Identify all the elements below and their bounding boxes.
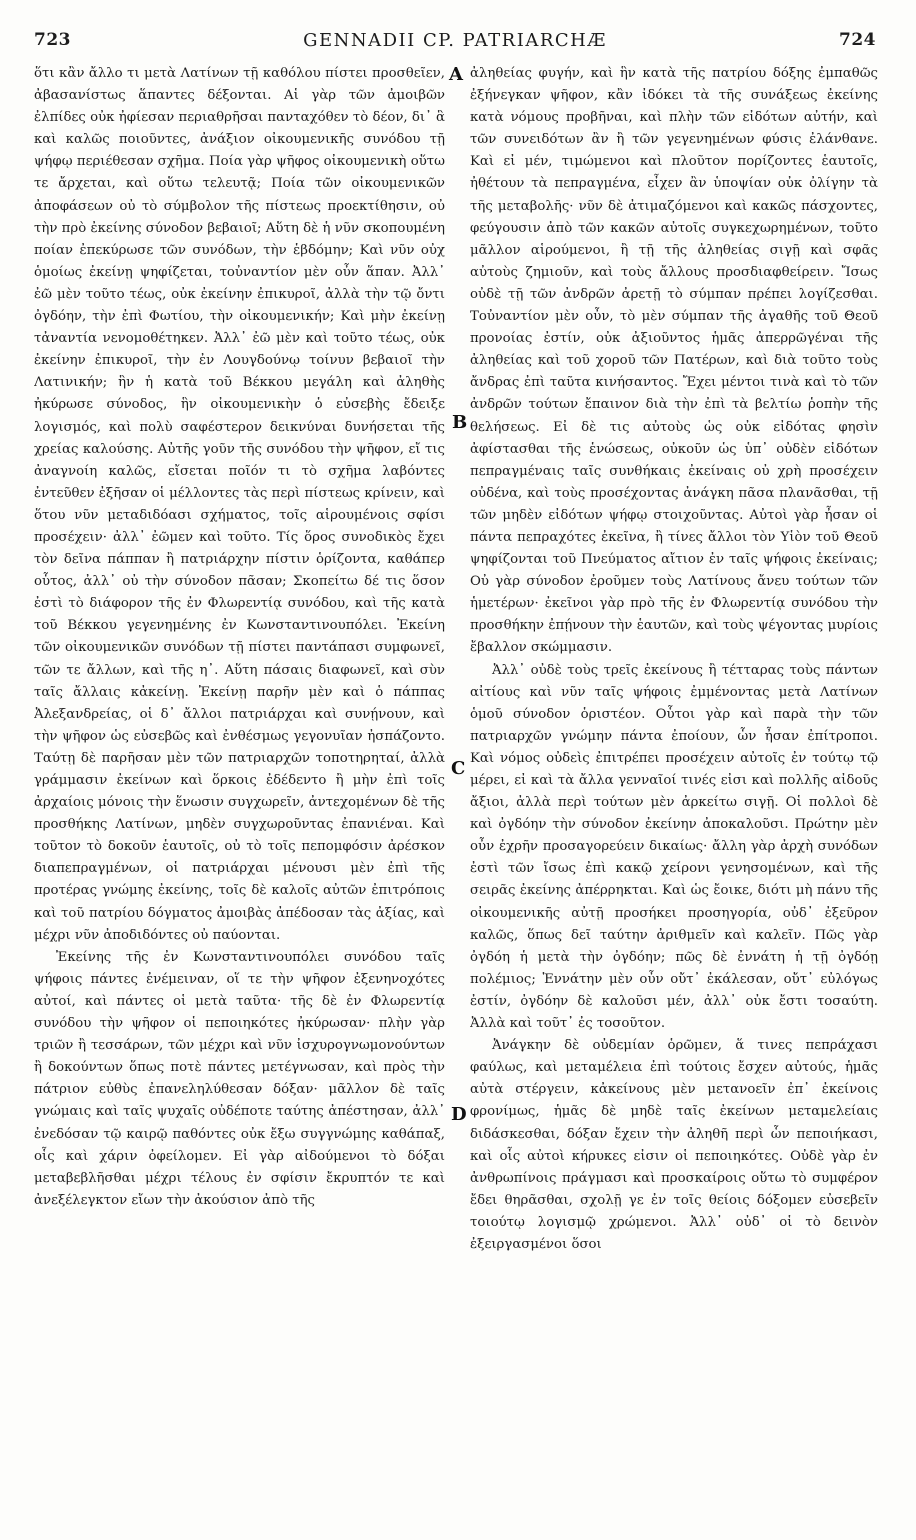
margin-marker-c: C — [451, 758, 466, 779]
margin-marker-d: D — [451, 1104, 467, 1125]
page-number-right: 724 — [839, 30, 876, 50]
page-number-left: 723 — [34, 30, 71, 50]
running-title: GENNADII CP. PATRIARCHÆ — [303, 30, 607, 51]
paragraph: Ἀλλ᾽ οὐδὲ τοὺς τρεῖς ἐκείνους ἢ τέτταρας τοὺς πάντων αἰτίους καὶ νῦν ταῖς ψήφοις ἐμμένοντας μετὰ Λατίνων ὁμοῦ σύνοδον ὁριστέον. Οὗτοι γὰρ καὶ παρὰ τὴν τῶν πατριαρχῶν γνώμην πάντα ἐποίουν, ὧν ἦσαν ἐπίτροποι. Καὶ νόμος οὐδεὶς ἐπιτρέπει προσέχειν αὐτοῖς ἐν τούτῳ τῷ μέρει, εἰ καὶ τὰ ἄλλα γενναῖοί τινές εἰσι καὶ πολλῆς αἰδοῦς ἄξιοι, ἀλλὰ περὶ τούτων μὲν ἀρκείτω σιγῇ. Οἱ πολλοὶ δὲ καὶ ὀγδόην τὴν σύνοδον ἐκείνην ἀποκαλοῦσι. Πρώτην μὲν οὖν ἐχρῆν προσαγορεύειν δικαίως· ἄλλη γὰρ ἀρχὴ συνόδων ἐστὶ τῶν ἴσως ἐπὶ κακῷ χείρονι γενησομένων, καὶ τῆς σειρᾶς ἐκείνης ἀπέρρηκται. Καὶ ὡς ἔοικε, διότι μὴ πάνυ τῆς οἰκουμενικῆς αὐτῇ προσήκει προσηγορία, οὐδ᾽ ἐξεῦρον καλῶς, ὅπως δεῖ ταύτην ἀριθμεῖν καὶ καλεῖν. Πῶς γὰρ ὀγδόη ἡ μετὰ τὴν ὀγδόην; πῶς δὲ ἐννάτη ἡ τῇ ὀγδόῃ πολέμιος; Ἐννάτην μὲν οὖν οὔτ᾽ ἐκάλεσαν, οὔτ᾽ εὐλόγως ἐστίν, ὀγδόην δὲ καλοῦσι μέν, ἀλλ᾽ οὐκ ἔστι τοσαύτη. Ἀλλὰ καὶ τοῦτ᾽ ἐς τοσοῦτον. — [470, 662, 878, 1032]
paragraph: ὅτι κἂν ἄλλο τι μετὰ Λατίνων τῇ καθόλου πίστει προσθεῖεν, ἀβασανίστως ἅπαντες δέξονται. Αἱ γὰρ τῶν ἀμοιβῶν ἐλπίδες οὐκ ἠφίεσαν περιαθρῆσαι πανταχόθεν τὸ δέον, δι᾽ ἃ καὶ καλῶς ποιοῦντες, ἀνάξιον οἰκουμενικῆς συνόδου τῇ ψήφῳ περιέθεσαν σχῆμα. Ποία γὰρ ψῆφος οἰκουμενικὴ οὕτω τε ἄρχεται, καὶ οὕτω τελευτᾷ; Ποία τῶν οἰκουμενικῶν ἀποφάσεων οὐ τὸ σύμβολον τῆς πίστεως προεκτίθησιν, οὐ τὴν πρὸ ἐκείνης σύνοδον βεβαιοῖ; Αὕτη δὲ ἡ νῦν σκοπουμένη ποίαν ἐπεκύρωσε τῶν συνόδων, τὴν ἑβδόμην; Καὶ νῦν οὐχ ὁμοίως ἐκείνῃ ψηφίζεται, τοὐναντίον μὲν οὖν ἅπαν. Ἀλλ᾽ ἐῶ μὲν τοῦτο τέως, οὐκ ἐκείνην ἐπικυροῖ, ἀλλὰ τὴν τῷ ὄντι ὀγδόην, τὴν ἐπὶ Φωτίου, τὴν οἰκουμενικήν; Καὶ μὴν ἐκείνῃ τἀναντία νενομοθέτηκεν. Ἀλλ᾽ ἐῶ μὲν καὶ τοῦτο τέως, οὐκ ἐκείνην ἐπικυροῖ, τὴν ἐν Λουγδούνῳ τοίνυν βεβαιοῖ τὴν Λατινικήν; ἣν ἡ κατὰ τοῦ Βέκκου μεγάλη καὶ ἀληθὴς ἠκύρωσε σύνοδος, ἣν οἰκουμενικὴν ὁ εὐσεβὴς ἔδειξε λογισμός, καὶ πολὺ σαφέστερον δεικνύναι δυνήσεται τῆς χρείας καλούσης. Αὐτῆς γοῦν τῆς συνόδου τὴν ψῆφον, εἴ τις ἀναγνοίη καλῶς, εἴσεται ποῖόν τι τὸ σχῆμα λαβόντες ἐντεῦθεν ἐξῆσαν οἱ μέλλοντες τὰς περὶ πίστεως κρίνειν, καὶ ὅτου νῦν μεταδιδόασι σχήματος, τοῖς αἱρουμένοις σφίσι προσέχειν· ἀλλ᾽ ἐῶμεν καὶ τοῦτο. Τίς ὅρος συνοδικὸς ἔχει τὸν δεῖνα πάππαν ἢ πατριάρχην πίστιν ὁρίζοντα, καθάπερ οὗτος, ἀλλ᾽ οὐ τὴν σύνοδον πᾶσαν; Σκοπείτω δέ τις ὅσον ἐστὶ τὸ διάφορον τῆς ἐν Φλωρεντίᾳ συνόδου, καὶ τῆς κατὰ τοῦ Βέκκου γεγενημένης ἐν Κωνσταντινουπόλει. Ἐκείνη τῶν οἰκουμενικῶν συνόδων τῇ πίστει παντάπασι συμφωνεῖ, τῶν τε ἄλλων, καὶ τῆς η᾽. Αὕτη πάσαις διαφωνεῖ, καὶ σὺν ταῖς ἄλλαις κἀκείνῃ. Ἐκείνῃ παρῆν μὲν καὶ ὁ πάππας Ἀλεξανδρείας, οἱ δ᾽ ἄλλοι πατριάρχαι καὶ συνῄνουν, καὶ τὴν ψῆφον ὡς εὐσεβῶς καὶ ἐνθέσμως γεγονυῖαν ἠσπάζοντο. Ταύτῃ δὲ παρῆσαν μὲν τῶν πατριαρχῶν τοποτηρηταί, ἀλλὰ γράμμασιν ἐκείνων καὶ ὅρκοις ἐδέδεντο ἢ μὴν ἐπὶ τοῖς ἀρχαίοις μόνοις τὴν ἕνωσιν συγχωρεῖν, ἀντεχομένων δὲ τῆς προσθήκης Λατίνων, μηδὲν συγχωροῦντας ἐπανιέναι. Καὶ τοῦτον τὸ δοκοῦν ἑαυτοῖς, οὐ τὸ τοῖς πεπομφόσιν ἀρέσκον διαπεπραγμένων, οἱ πατριάρχαι μένουσι μὲν ἐπὶ τῆς προτέρας γνώμης ἐκείνης, τοῖς δὲ καλοῖς αὐτῶν ἐπιτρόποις καὶ τοῦ πατρίου δόγματος ἀμοιβὰς ἀπέδοσαν τὰς ἀξίας, καὶ μέχρι νῦν ἀποδιδόντες οὐ παύονται. — [34, 66, 445, 943]
paragraph: Ἀνάγκην δὲ οὐδεμίαν ὁρῶμεν, ἅ τινες πεπράχασι φαύλως, καὶ μεταμέλεια ἐπὶ τούτοις ἔσχεν αὐτούς, ἡμᾶς αὐτὰ στέργειν, κἀκείνους μὲν μετανοεῖν ἐπ᾽ ἐκείνοις φρονίμως, ἡμᾶς δὲ μηδὲ ταῖς ἐκείνων μεταμελείαις διδάσκεσθαι, δόξαν ἔχειν τὴν ἀληθῆ περὶ ὧν πεποιήκασι, καὶ οἷς αὐτοὶ κήρυκες εἰσιν οἱ πεποιηκότες. Οὐδὲ γὰρ ἐν ἀνθρωπίνοις πράγμασι καὶ προσκαίροις οὕτω τὸ συμφέρον ἔδει θηρᾶσθαι, σχολῇ γε ἐν τοῖς θείοις δόξομεν εὐσεβεῖν τοιούτῳ λογισμῷ χρώμενοι. Ἀλλ᾽ οὐδ᾽ οἱ τὸ δεινὸν ἐξειργασμένοι ὅσοι — [470, 1038, 878, 1252]
margin-marker-a: A — [449, 64, 463, 85]
margin-marker-b: B — [452, 412, 468, 433]
paragraph: Ἐκείνης τῆς ἐν Κωνσταντινουπόλει συνόδου ταῖς ψήφοις πάντες ἐνέμειναν, οἵ τε τὴν ψῆφον ἐξενηνοχότες αὐτοί, καὶ πάντες οἱ μετὰ ταῦτα· τῆς δὲ ἐν Φλωρεντίᾳ συνόδου τὴν ψῆφον οἱ πεποιηκότες ἠκύρωσαν· πλὴν γὰρ τριῶν ἢ τεσσάρων, τῶν μέχρι καὶ νῦν ἰσχυρογνωμονούντων ἢ δοκούντων ὅπως ποτὲ πάντες μετέγνωσαν, καὶ πρὸς τὴν πάτριον εὐθὺς ἐπανεληλύθεσαν δόξαν· μᾶλλον δὲ ταῖς γνώμαις καὶ ταῖς ψυχαῖς οὐδέποτε ταύτης ἀπέστησαν, ἀλλ᾽ ἐνεδόσαν τῷ καιρῷ παθόντες οὐκ ἔξω συγγνώμης καθάπαξ, οἷς καὶ χάριν ὀφείλομεν. Εἰ γὰρ αἰδούμενοι τὸ δόξαι μεταβεβλῆσθαι μέχρι τέλους ἐν σφίσιν ἔκρυπτόν τε καὶ ἀνεξέλεγκτον εἴων τὴν ἀκούσιον ἀπὸ τῆς — [34, 949, 445, 1208]
page-header — [34, 30, 876, 54]
paragraph: ἀληθείας φυγήν, καὶ ἣν κατὰ τῆς πατρίου δόξης ἐμπαθῶς ἐξήνεγκαν ψῆφον, κἂν ἰδόκει τὰ τῆς συνάξεως ἐκείνης κατὰ νόμους προβῆναι, καὶ πλὴν τῶν εἰδότων αὐτήν, καὶ τῶν συνειδότων ἂν ἢ τῶν γεγενημένων φύσις ἐλάνθανε. Καὶ εἰ μέν, τιμώμενοι καὶ πλοῦτον πορίζοντες ἑαυτοῖς, ἠθέτουν τὰ πεπραγμένα, εἶχεν ἂν ὑποψίαν οὐκ ὀλίγην τὰ τῆς μεταβολῆς· νῦν δὲ ἀτιμαζόμενοι καὶ κακῶς πάσχοντες, φεύγουσιν ἀπὸ τῶν κακῶν αὐτοῖς συγκεχωρημένων, τοῦτο μᾶλλον αἱρούμενοι, ἢ τῇ τῆς ἀληθείας σιγῇ καὶ σφᾶς αὐτοὺς ζημιοῦν, καὶ τοὺς ἄλλους προσδιαφθείρειν. Ἴσως οὐδὲ τῇ τῶν ἀνδρῶν ἀρετῇ τὸ σύμπαν πρέπει λογίζεσθαι. Τοὐναντίον μὲν οὖν, τὸ μὲν σύμπαν τῆς ἀγαθῆς τοῦ Θεοῦ προνοίας ἐστίν, οὐκ ἀξιοῦντος ἡμᾶς ἀπερρῶγέναι τῆς ἀληθείας καὶ τοῦ χοροῦ τῶν Πατέρων, καὶ διὰ τοῦτο τοὺς ἄνδρας ἐπὶ ταῦτα κινήσαντος. Ἔχει μέντοι τινὰ καὶ τὸ τῶν ἀνδρῶν τούτων ἔπαινον διὰ τὴν ἐπὶ τὰ βελτίω ῥοπὴν τῆς θελήσεως. Εἰ δὲ τις αὐτοὺς ὡς οὐκ εἰδότας φησὶν ἀφίστασθαι τῆς ἑνώσεως, οὐκοῦν ὡς ὑπ᾽ οὐδὲν εἰδότων πεπραγμέναις ταῖς συνθήκαις ἐκείναις οὐ χρὴ προσέχειν οὐδένα, καὶ τοὺς προσέχοντας ἀνάγκη πᾶσα πλανᾶσθαι, τῇ τῶν μηδὲν εἰδότων ψήφῳ στοιχοῦντας. Αὐτοὶ γὰρ ἦσαν οἱ πάντα πεπραχότες ἐκεῖνα, ἢ τίνες ἄλλοι τὸν Υἱὸν τοῦ Θεοῦ ψηφίζονται τοῦ Πνεύματος αἴτιον ἐν ταῖς ψήφοις ἐκείναις; Οὐ γὰρ σύνοδον ἐροῦμεν τοὺς Λατίνους ἄνευ τούτων τῶν ἡμετέρων· ἐκεῖνοι γὰρ πρὸ τῆς ἐν Φλωρεντίᾳ συνόδου τὴν προσθήκην ἐπῄνουν τὴν ἑαυτῶν, καὶ τοὺς ψέγοντας μυρίοις ἔβαλλον σκώμμασιν. — [470, 66, 878, 656]
right-column — [470, 63, 878, 1523]
left-column — [34, 63, 445, 1523]
